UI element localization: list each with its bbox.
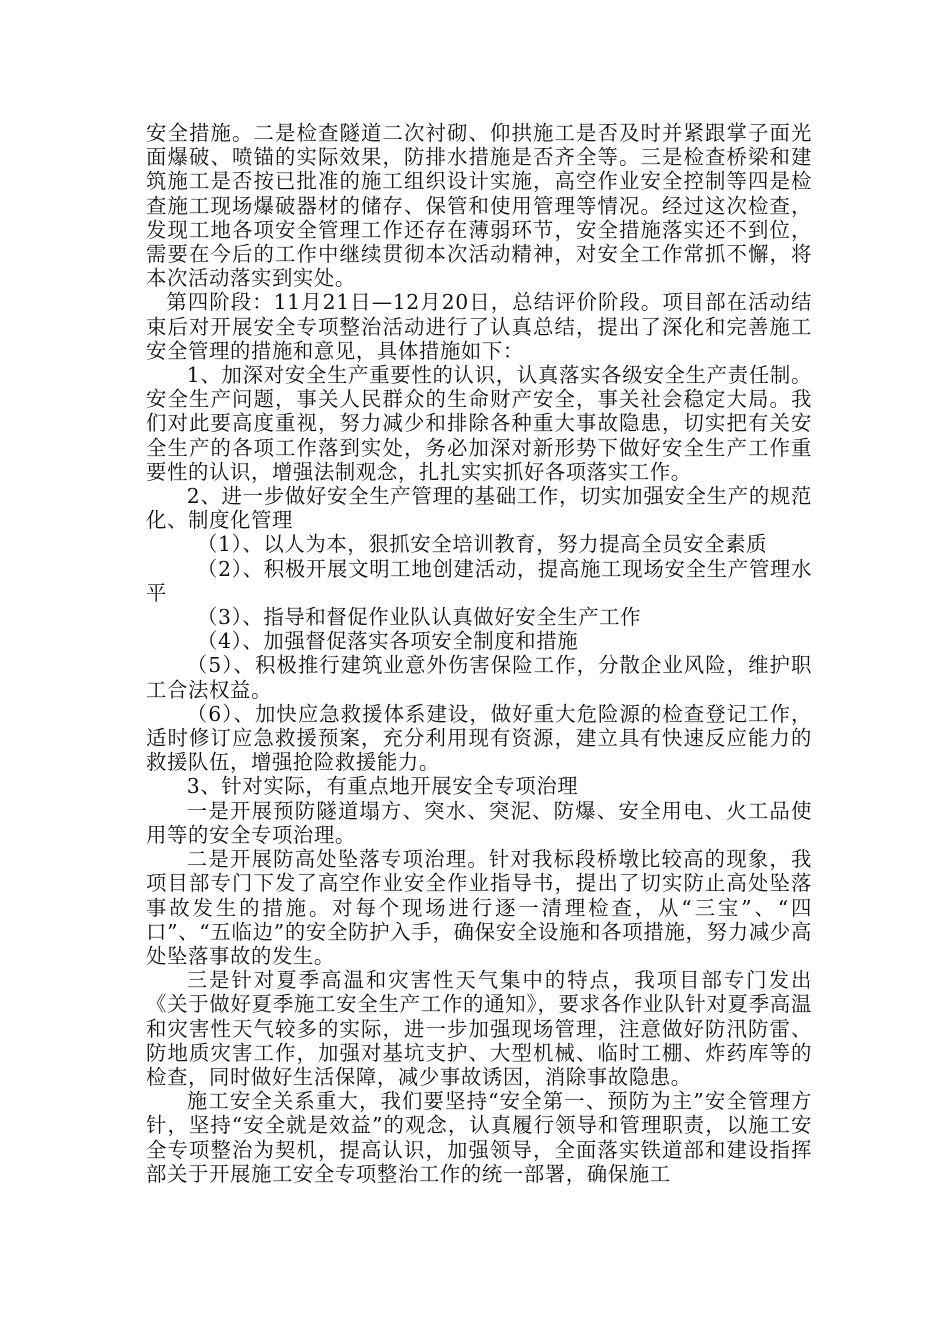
paragraph-4: 2、进一步做好安全生产管理的基础工作，切实加强安全生产的规范化、制度化管理 <box>146 484 812 533</box>
paragraph-2: 第四阶段：11月21日—12月20日，总结评价阶段。项目部在活动结束后对开展安全专项整治活动进行了认真总结，提出了深化和完善施工安全管理的措施和意见，具体措施如下： <box>146 290 812 363</box>
paragraph-10: （6）、加快应急救援体系建设，做好重大危险源的检查登记工作，适时修订应急救援预案，充分利用现有资源，建立具有快速反应能力的救援队伍，增强抢险救援能力。 <box>146 701 812 775</box>
paragraph-6: （2）、积极开展文明工地创建活动，提高施工现场安全生产管理水平 <box>146 556 812 605</box>
paragraph-1: 安全措施。二是检查隧道二次衬砌、仰拱施工是否及时并紧跟掌子面光面爆破、喷锚的实际效果，防排水措施是否齐全等。三是检查桥梁和建筑施工是否按已批准的施工组织设计实施，高空作业安全控制等四是检查施工现场爆破器材的储存、保管和使用管理等情况。经过这次检查，发现工地各项安全管理工作还存在薄弱环节，安全措施落实还不到位，需要在今后的工作中继续贯彻本次活动精神，对安全工作常抓不懈，将本次活动落实到实处。 <box>146 121 812 291</box>
paragraph-13: 二是开展防高处坠落专项治理。针对我标段桥墩比较高的现象，我项目部专门下发了高空作业安全作业指导书，提出了切实防止高处坠落事故发生的措施。对每个现场进行逐一清理检查，从“三宝”、“四口”、“五临边”的安全防护入手，确保安全设施和各项措施，努力减少高处坠落事故的发生。 <box>146 847 812 968</box>
paragraph-3: 1、加深对安全生产重要性的认识，认真落实各级安全生产责任制。安全生产问题，事关人民群众的生命财产安全，事关社会稳定大局。我们对此要高度重视，努力减少和排除各种重大事故隐患，切实把有关安全生产的各项工作落到实处，务必加深对新形势下做好安全生产工作重要性的认识，增强法制观念，扎扎实实抓好各项落实工作。 <box>146 363 812 484</box>
paragraph-5: （1）、以人为本，狠抓安全培训教育，努力提高全员安全素质 <box>197 532 768 557</box>
paragraph-7: （3）、指导和督促作业队认真做好安全生产工作 <box>197 605 642 630</box>
paragraph-11: 3、针对实际，有重点地开展安全专项治理 <box>186 774 579 799</box>
paragraph-12: 一是开展预防隧道塌方、突水、突泥、防爆、安全用电、火工品使用等的安全专项治理。 <box>146 798 812 847</box>
document-body <box>146 121 812 1186</box>
paragraph-15: 施工安全关系重大，我们要坚持“安全第一、预防为主”安全管理方针，坚持“安全就是效益”的观念，认真履行领导和管理职责，以施工安全专项整治为契机，提高认识，加强领导，全面落实铁道部和建设指挥部关于开展施工安全专项整治工作的统一部署，确保施工 <box>146 1089 812 1186</box>
paragraph-8: （4）、加强督促落实各项安全制度和措施 <box>197 629 579 654</box>
paragraph-9: （5）、积极推行建筑业意外伤害保险工作，分散企业风险，维护职工合法权益。 <box>146 653 812 702</box>
paragraph-14: 三是针对夏季高温和灾害性天气集中的特点，我项目部专门发出《关于做好夏季施工安全生产工作的通知》，要求各作业队针对夏季高温和灾害性天气较多的实际，进一步加强现场管理，注意做好防汛防雷、防地质灾害工作，加强对基坑支护、大型机械、临时工棚、炸药库等的检查，同时做好生活保障，减少事故诱因，消除事故隐患。 <box>146 968 812 1089</box>
